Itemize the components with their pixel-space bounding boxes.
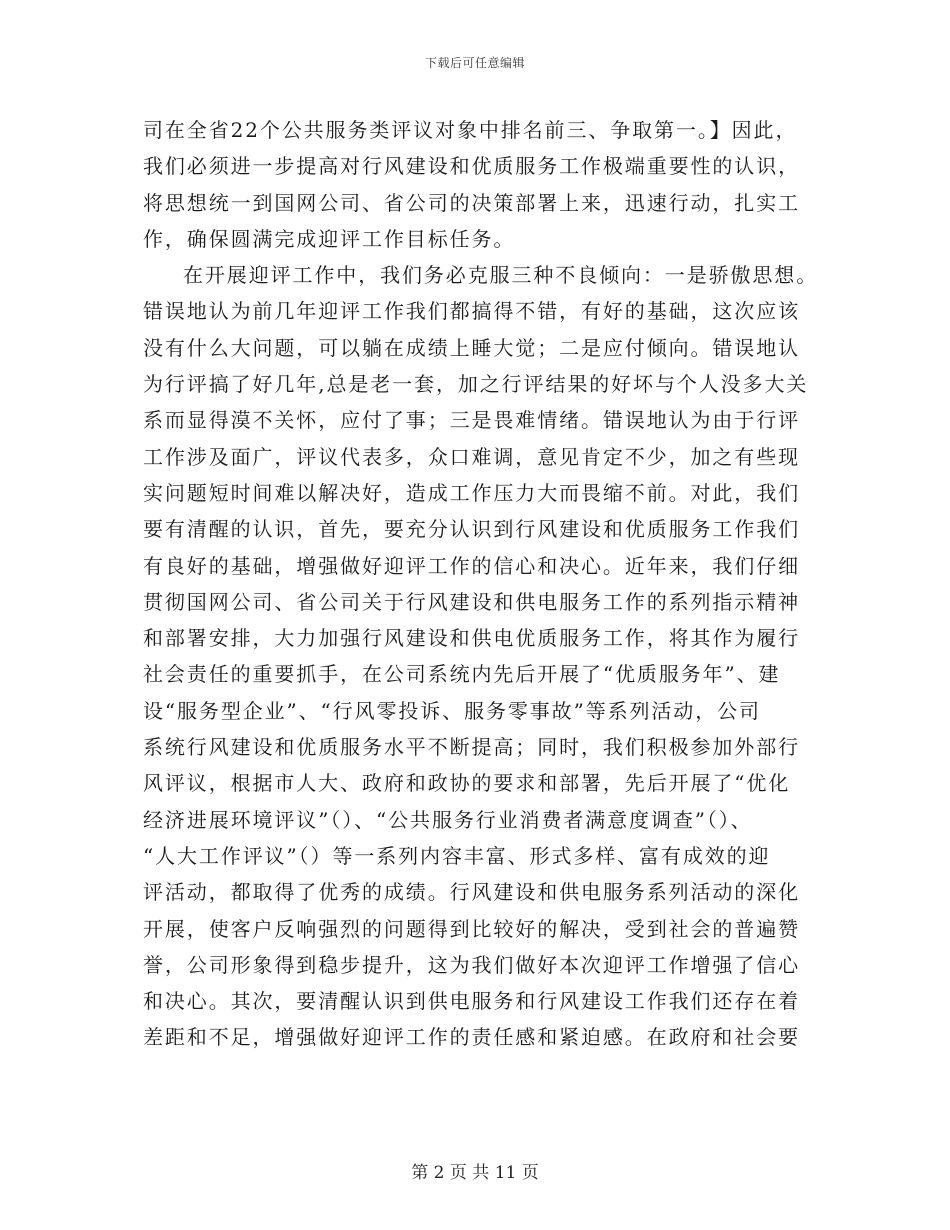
text-line: 实问题短时间难以解决好，造成工作压力大而畏缩不前。对此，我们	[143, 480, 800, 505]
text-line: 经济进展环境评议”（）、“公共服务行业消费者满意度调查”（）、	[143, 807, 753, 832]
text-line: 系而显得漠不关怀，应付了事；三是畏难情绪。错误地认为由于行评	[143, 408, 800, 433]
text-line: 有良好的基础，增强做好迎评工作的信心和决心。近年来，我们仔细	[143, 553, 800, 578]
text-line: 风评议，根据市人大、政府和政协的要求和部署，先后开展了“优化	[143, 771, 791, 796]
text-line: 没有什么大问题，可以躺在成绩上睡大觉；二是应付倾向。错误地认	[143, 335, 800, 360]
page-number-footer: 第 2 页 共 11 页	[411, 1163, 539, 1183]
text-line: 誉，公司形象得到稳步提升，这为我们做好本次迎评工作增强了信心	[143, 952, 800, 977]
text-line: 为行评搞了好几年,总是老一套，加之行评结果的好坏与个人没多大关	[143, 372, 809, 397]
paragraph-first-line: 在开展迎评工作中，我们务必克服三种不良倾向：一是骄傲思想。	[183, 263, 819, 288]
text-line: 贯彻国网公司、省公司关于行风建设和供电服务工作的系列指示精神	[143, 589, 800, 614]
text-line: 设“服务型企业”、“行风零投诉、服务零事故”等系列活动，公司	[143, 698, 761, 723]
text-line: 开展，使客户反响强烈的问题得到比较好的解决，受到社会的普遍赞	[143, 916, 800, 941]
text-line: “人大工作评议”（）等一系列内容丰富、形式多样、富有成效的迎	[143, 843, 771, 868]
text-line: 我们必须进一步提高对行风建设和优质服务工作极端重要性的认识，	[143, 154, 800, 179]
text-line: 错误地认为前几年迎评工作我们都搞得不错，有好的基础，这次应该	[143, 299, 800, 324]
text-line: 系统行风建设和优质服务水平不断提高；同时，我们积极参加外部行	[143, 735, 800, 760]
text-line: 评活动，都取得了优秀的成绩。行风建设和供电服务系列活动的深化	[143, 880, 800, 905]
text-line: 和部署安排，大力加强行风建设和供电优质服务工作，将其作为履行	[143, 626, 800, 651]
page-header: 下载后可任意编辑	[424, 56, 525, 70]
text-line: 和决心。其次，要清醒认识到供电服务和行风建设工作我们还存在着	[143, 989, 800, 1014]
text-line: 社会责任的重要抓手，在公司系统内先后开展了“优质服务年”、建	[143, 662, 781, 687]
text-line: 作，确保圆满完成迎评工作目标任务。	[143, 226, 516, 251]
text-line: 差距和不足，增强做好迎评工作的责任感和紧迫感。在政府和社会要	[143, 1025, 800, 1050]
text-line: 工作涉及面广，评议代表多，众口难调，意见肯定不少，加之有些现	[143, 444, 800, 469]
text-line: 司在全省22个公共服务类评议对象中排名前三、争取第一。】因此，	[143, 118, 798, 142]
text-line: 将思想统一到国网公司、省公司的决策部署上来，迅速行动，扎实工	[143, 190, 800, 215]
text-line: 要有清醒的认识，首先，要充分认识到行风建设和优质服务工作我们	[143, 517, 800, 542]
document-body	[143, 112, 819, 1056]
